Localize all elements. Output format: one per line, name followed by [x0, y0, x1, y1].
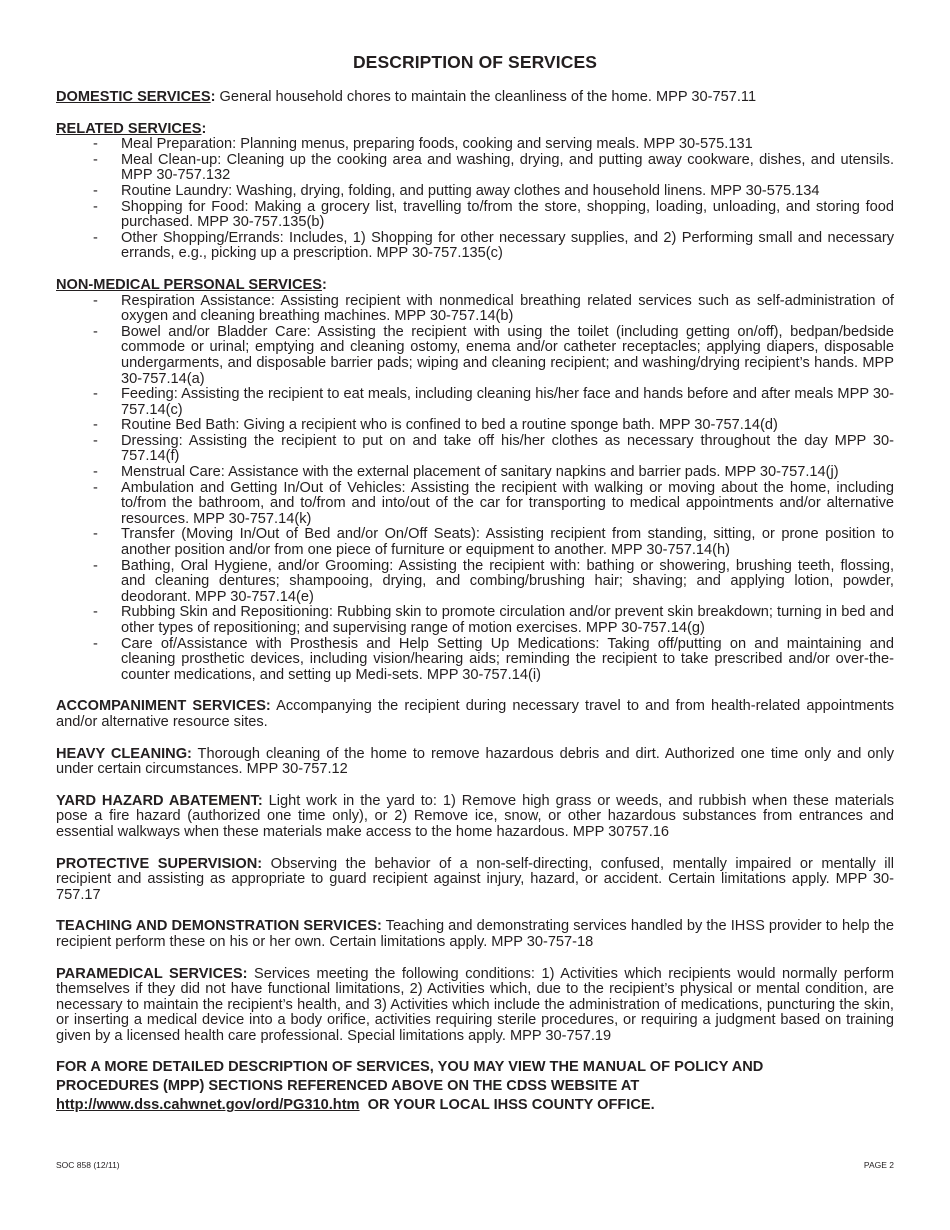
- accompaniment-services: ACCOMPANIMENT SERVICES: Accompanying the recipient during necessary travel to and from health-related appointments and/or alternative resource sites.: [56, 698, 894, 730]
- domestic-heading: DOMESTIC SERVICES: [56, 89, 211, 105]
- list-item: - Care of/Assistance with Prosthesis and Help Setting Up Medications: Taking off/putting on and maintaining and cleaning prosthetic devices, including vision/hearing aids; reminding the recipient to take prescribed and/or over-the-counter medications, and setting up Medi-sets. MPP 30-757.14(i): [121, 637, 894, 684]
- domestic-colon: :: [210, 89, 216, 105]
- page-number: PAGE 2: [863, 1160, 894, 1170]
- nonmedical-services-heading: NON-MEDICAL PERSONAL SERVICES:: [56, 276, 327, 293]
- related-services-heading: RELATED SERVICES:: [56, 120, 207, 137]
- list-item: - Respiration Assistance: Assisting recipient with nonmedical breathing related services such as self-administration of oxygen and cleaning breathing machines. MPP 30-757.14(b): [121, 294, 894, 325]
- paramedical-services: PARAMEDICAL SERVICES: Services meeting the following conditions: 1) Activities which recipients would normally perform themselves if they did not have functional limitations, 2) Activities which, due to the recipient’s physical or mental condition, are necessary to maintain the recipient’s health, and 3) Activities which include the administration of medications, puncturing the skin, or inserting a medical device into a body orifice, activities requiring sterile procedures, or requiring a judgment based on training given by a licensed health care professional. Special limitations apply. MPP 30-757.19: [56, 965, 895, 1044]
- list-item: - Shopping for Food: Making a grocery list, travelling to/from the store, shopping, loading, unloading, and storing food purchased. MPP 30-757.135(b): [121, 200, 894, 231]
- domestic-text: General household chores to maintain the cleanliness of the home. MPP 30-757.11: [215, 89, 757, 105]
- teaching-demonstration-services: TEACHING AND DEMONSTRATION SERVICES: Teaching and demonstrating services handled by the IHSS provider to help the recipient perform these on his or her own. Certain limitations apply. MPP 30-757-18: [56, 918, 894, 950]
- closing-line-2: PROCEDURES (MPP) SECTIONS REFERENCED ABOVE ON THE CDSS WEBSITE AT: [56, 1078, 640, 1095]
- cdss-website-link[interactable]: http://www.dss.cahwnet.gov/ord/PG310.htm: [56, 1097, 360, 1114]
- heavy-cleaning: HEAVY CLEANING: Thorough cleaning of the home to remove hazardous debris and dirt. Authorized one time only and only under certain circumstances. MPP 30-757.12: [56, 745, 895, 778]
- document-page: [56, 52, 894, 1115]
- related-services-list: [56, 137, 894, 262]
- domestic-services: [56, 90, 894, 106]
- list-item: - Rubbing Skin and Repositioning: Rubbing skin to promote circulation and/or prevent skin breakdown; turning in bed and other types of repositioning; and supervising range of motion exercises. MPP 30-757.14(g): [121, 605, 894, 636]
- closing-note: [56, 1058, 894, 1115]
- list-item: - Feeding: Assisting the recipient to eat meals, including cleaning his/her face and hands before and after meals MPP 30-757.14(c): [121, 387, 894, 418]
- list-item: - Routine Bed Bath: Giving a recipient who is confined to bed a routine sponge bath. MPP 30-757.14(d): [121, 418, 894, 434]
- closing-line-1: FOR A MORE DETAILED DESCRIPTION OF SERVICES, YOU MAY VIEW THE MANUAL OF POLICY AND: [56, 1059, 764, 1076]
- yard-hazard-abatement: YARD HAZARD ABATEMENT: Light work in the yard to: 1) Remove high grass or weeds, and rubbish when these materials pose a fire hazard (authorized one time only), or 2) Remove ice, snow, or other hazardous substances from entrances and essential walkways when these materials make access to the home hazardous. MPP 30757.16: [56, 792, 894, 840]
- list-item: - Other Shopping/Errands: Includes, 1) Shopping for other necessary supplies, and 2) Performing small and necessary errands, e.g., picking up a prescription. MPP 30-757.135(c): [121, 231, 894, 262]
- list-item: - Bowel and/or Bladder Care: Assisting the recipient with using the toilet (including getting on/off), bedpan/bedside commode or urinal; emptying and cleaning ostomy, enema and/or catheter receptacles; applying diapers, disposable undergarments, and disposable barrier pads; wiping and cleaning recipient; and washing/drying recipient’s hands. MPP 30-757.14(a): [121, 325, 894, 387]
- form-id: SOC 858 (12/11): [56, 1160, 120, 1170]
- list-item: - Transfer (Moving In/Out of Bed and/or On/Off Seats): Assisting recipient from standing, sitting, or prone position to another position and/or from one piece of furniture or equipment to another. MPP 30-757.14(h): [121, 527, 894, 558]
- list-item: - Ambulation and Getting In/Out of Vehicles: Assisting the recipient with walking or moving about the home, including to/from the bathroom, and to/from and into/out of the car for transporting to medical appointments and/or alternative resources. MPP 30-757.14(k): [121, 481, 894, 528]
- list-item: - Meal Clean-up: Cleaning up the cooking area and washing, drying, and putting away cookware, dishes, and utensils. MPP 30-757.132: [121, 153, 894, 184]
- nonmedical-services-list: [56, 294, 894, 684]
- page-title: DESCRIPTION OF SERVICES: [352, 52, 598, 72]
- list-item: - Routine Laundry: Washing, drying, folding, and putting away clothes and household linens. MPP 30-575.134: [121, 184, 894, 200]
- list-item: - Meal Preparation: Planning menus, preparing foods, cooking and serving meals. MPP 30-575.131: [121, 137, 894, 153]
- list-item: - Dressing: Assisting the recipient to put on and take off his/her clothes as necessary throughout the day MPP 30-757.14(f): [121, 434, 894, 465]
- protective-supervision: PROTECTIVE SUPERVISION: Observing the behavior of a non-self-directing, confused, mentally impaired or mentally ill recipient and assisting as appropriate to guard recipient against injury, hazard, or accident. Certain limitations apply. MPP 30-757.17: [56, 855, 894, 903]
- list-item: - Bathing, Oral Hygiene, and/or Grooming: Assisting the recipient with: bathing or showering, brushing teeth, flossing, and cleaning dentures; shampooing, drying, and combing/brushing hair; shaving; and applying lotion, powder, deodorant. MPP 30-757.14(e): [121, 559, 894, 606]
- list-item: - Menstrual Care: Assistance with the external placement of sanitary napkins and barrier pads. MPP 30-757.14(j): [121, 465, 894, 481]
- closing-line-3: http://www.dss.cahwnet.gov/ord/PG310.htm OR YOUR LOCAL IHSS COUNTY OFFICE.: [56, 1097, 655, 1114]
